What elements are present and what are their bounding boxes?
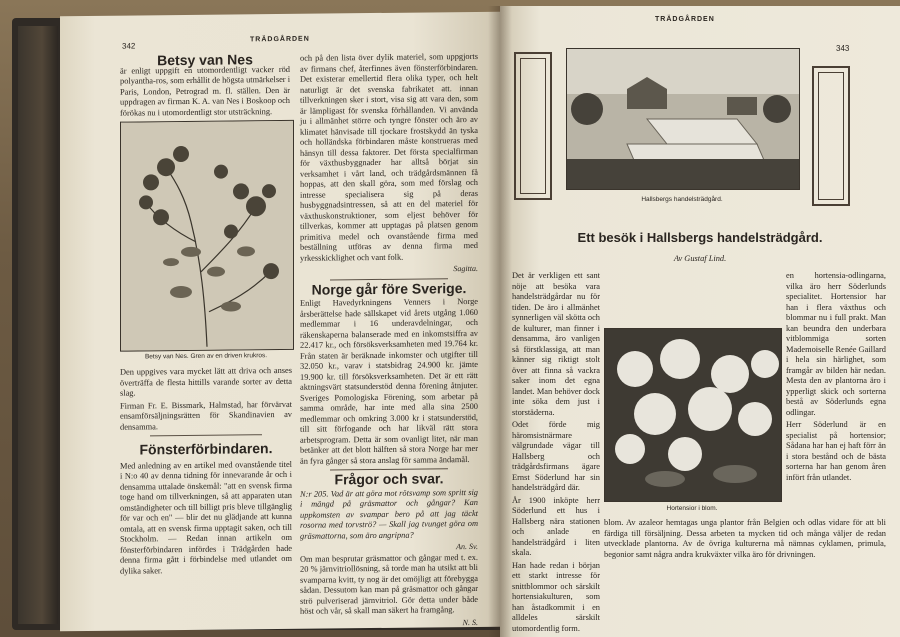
article-title-betsy: Betsy van Nes <box>157 51 253 69</box>
page-number-left: 342 <box>122 41 136 51</box>
left-column-2 <box>300 52 478 630</box>
rose-illustration <box>121 121 293 351</box>
book-spine-edge <box>18 26 58 624</box>
article-title-fragor: Frågor och svar. <box>334 470 444 488</box>
article-title-hallsberg: Ett besök i Hallsbergs handelsträdgård. <box>577 230 823 245</box>
hallsberg-col1b: Odet förde mig häromsistnärmare välgrundade vägar till Hallsberg och trädgårdsfirmans ägare Ernst Söderlund har sin handelsträdgård där. <box>512 420 600 492</box>
greenhouse-photo <box>566 48 800 190</box>
book-gutter-shadow <box>488 6 512 637</box>
question-text: N:r 205. Vad är att göra mot rötsvamp som spritt sig i mängd på gräsmattor och gångar? Kan uppkomsten av svampar bero på att jag täckt rosorna med torvströ? — Skall jag tvunget göra om gräsmattorna, som äro angripna? <box>300 487 478 541</box>
greenhouse-caption: Hallsbergs handelsträdgård. <box>641 196 723 203</box>
rose-photo <box>120 120 294 352</box>
running-header-right: TRÄDGÅRDEN <box>655 16 715 23</box>
article-title-norge: Norge går före Sverige. <box>311 279 467 298</box>
running-header-left: TRÄDGÅRDEN <box>250 35 310 44</box>
left-column-1 <box>120 51 291 121</box>
answer-signature: N. S. <box>462 617 478 627</box>
hallsberg-bottom: blom. Av azaleor hemtagas unga plantor från Belgien och odlas vidare för att bli färdiga till försäljning. Dessa arbeten ta mycken tid och många väljer de redan utvecklade plantorna. Av de övriga kulturerna må nämnas cyklamen, primula, begonior samt några andra krukväxter vilka äro för drivningen. <box>604 518 886 559</box>
betsy-para1: är enligt uppgift en utomordentligt vacker röd polyantha-ros, som erhållit de högsta utmärkelser i Paris, London, Petrograd m. fl. ställen. Den är uppdragen av firman K. A. van Nes i Boskoop och förökas nu i utomordentligt stor utsträckning. <box>120 64 291 118</box>
ornament-frame-right <box>812 66 850 206</box>
divider <box>150 434 262 436</box>
article-byline: Av Gustaf Lind. <box>673 254 727 263</box>
betsy-para3: Firman Fr. E. Bissmark, Halmstad, har förvärvat ensamförsäljningsrätten för Skandinavien av densamma. <box>120 399 292 432</box>
hydrangea-illustration <box>605 329 781 501</box>
question-signature: An. Sv. <box>456 541 478 552</box>
hallsberg-col1d: Han hade redan i början ett starkt intresse för snittblommor och särskilt hortensiakulturen, som han åstadkommit i en alldeles särskilt utomordentlig form. <box>512 560 600 633</box>
hydrangea-caption: Hortensior i blom. <box>666 505 718 512</box>
greenhouse-illustration <box>567 49 799 189</box>
right-column-2 <box>786 271 886 485</box>
fonster-text: Med anledning av en artikel med ovanstående titel i N:o 40 av denna tidning för innevarande år och i densamma uttalade önskemål: "att en svensk firma toge hand om tillverkningen, så att apparaten utan omständigheter och till billigt pris bleve tillgänglig för var och en" — blir det nu glädjande att kunna omtala, att en svensk firma upptagit saken, och till Stockholm. — Redan innan artikeln om fönsterförbindaren infördes i Trädgården hade denna firma gått i förbindelse med utlandet om dylika saker. <box>120 459 292 576</box>
right-bottom-text <box>604 518 886 562</box>
left-page <box>60 12 500 632</box>
ornament-frame-left <box>514 52 552 200</box>
hallsberg-col1: Det är verkligen ett sant nöje att besöka vara handelsträdgårdar nu för tiden. De äro i allmänhet synnerligen väl skötta och de kulturer, man finner i densamma, äro vanligen så förstklassiga, att man känner sig riktigt stolt över att finna så vackra saker inom det egna landet. Man behöver dock inte söka dem just i storstäderna. <box>512 271 600 417</box>
right-page <box>500 6 900 637</box>
left-column-1-cont <box>120 366 292 579</box>
rose-photo-caption: Betsy van Nes. Gren av en driven krukros. <box>144 352 268 361</box>
hallsberg-col2: en hortensia-odlingarna, vilka äro herr Söderlunds specialitet. Hortensior har han i flera växthus och blommar nu i full prakt. Man kan beundra den underbara vitblommiga sorten Mademoiselle Renée Gaillard i hela sin härlighet, som framgår av bilden här nedan. Mesta den av plantorna äro i ypperligt skick och sorterna bestå av Söderlunds egna odlingar. <box>786 271 886 417</box>
hallsberg-col1c: År 1900 inköpte herr Söderlund ett hus i Hallsberg nära stationen och anlade en handelsträdgård i liten skala. <box>512 495 600 557</box>
hydrangea-photo <box>604 328 782 502</box>
article-title-fonster: Fönsterförbindaren. <box>139 440 273 458</box>
norge-text: Enligt Havedyrkningens Venners i Norge årsberättelse hade sällskapet vid årets utgång 1.060 medlemmar i 16 underavdelningar, och räkenskaperna balanserade med en inkomstsiffra av 22.417 kr., och försöksverksamheten med 19.764 kr. Från staten är beräknade inkomster och utgifter till 32.050 kr., varav i statsbidrag 24.900 kr. jämte 19.900 kr. till försöksverksamheten. Det är ett rätt aktningsvärt statsunderstöd denna förening åtnjuter. Sveriges Pomologiska Förening, som arbetar på samma område, har inte med alla sina 2500 medlemmar och omkring 3.000 kr i statsunderstöd, till sitt förfogande och har likväl rätt stora arbetsprogram. Detta är som ovanligt litet, när man betänker att det blott hälften så stora Norge har mer än fyra gånger så stora anslag för samma ändamål. <box>300 296 478 466</box>
col2-signature: Sagitta. <box>453 263 478 274</box>
page-number-right: 343 <box>836 44 850 53</box>
answer-text: Om man besprutar gräsmattor och gångar med t. ex. 20 % järnvitriollösning, så torde man ha utsikt att bli svamparna kvitt, ty nog är det omöjligt att förebygga sådan. Dessutom kan man på gräsmattor och gångar strö pulveriserad järnvitriol. Gör detta under både höst och vår, så skall man säkert ha framgång. <box>300 552 478 616</box>
betsy-para2: Den uppgives vara mycket lätt att driva och anses överträffa de flesta hittills varande sorter av detta slag. <box>120 365 292 398</box>
hallsberg-col2b: Herr Söderlund är en specialist på hortensior; Sådana har han ej haft förr än i stora bestånd och de bästa sorterna har han genom åren infört från utlandet. <box>786 420 886 482</box>
right-column-1 <box>512 271 600 636</box>
col2-top-text: och på den lista över dylik materiel, som uppgjorts av firmans chef, återfinnes även fönsterförbindaren. Det existerar emellertid flera olika typer, och helt naturligt är det svenska fabrikatet att. innan tillverkningen sker i stort, visa sig att vara den, som är lämpligast för svenska förhållanden. Vi använda ju i allmänhet större och tyngre fönster och äro av klimatet hänvisade till tjockare frostskydd än tyska och holländska förbindaren måste konstrueras med hänsyn till dessa faktorer. Det första specialfirman för växthusbyggnader har alltså börjat sin verksamhet i vårt land, och trädgårdsmännen få hoppas, att den skall göra, som med förslag och intresse specialisera sig på deras husbyggnadsintressen, så att en del materiel för växthuskonstruktioner, som eljest behöver för tillverkas, kommer att upptagas på platsen genom primitiva medel och ovanstående firma med beställning utföras av denna firma med yrkesskicklighet och vant folk. <box>300 51 478 263</box>
